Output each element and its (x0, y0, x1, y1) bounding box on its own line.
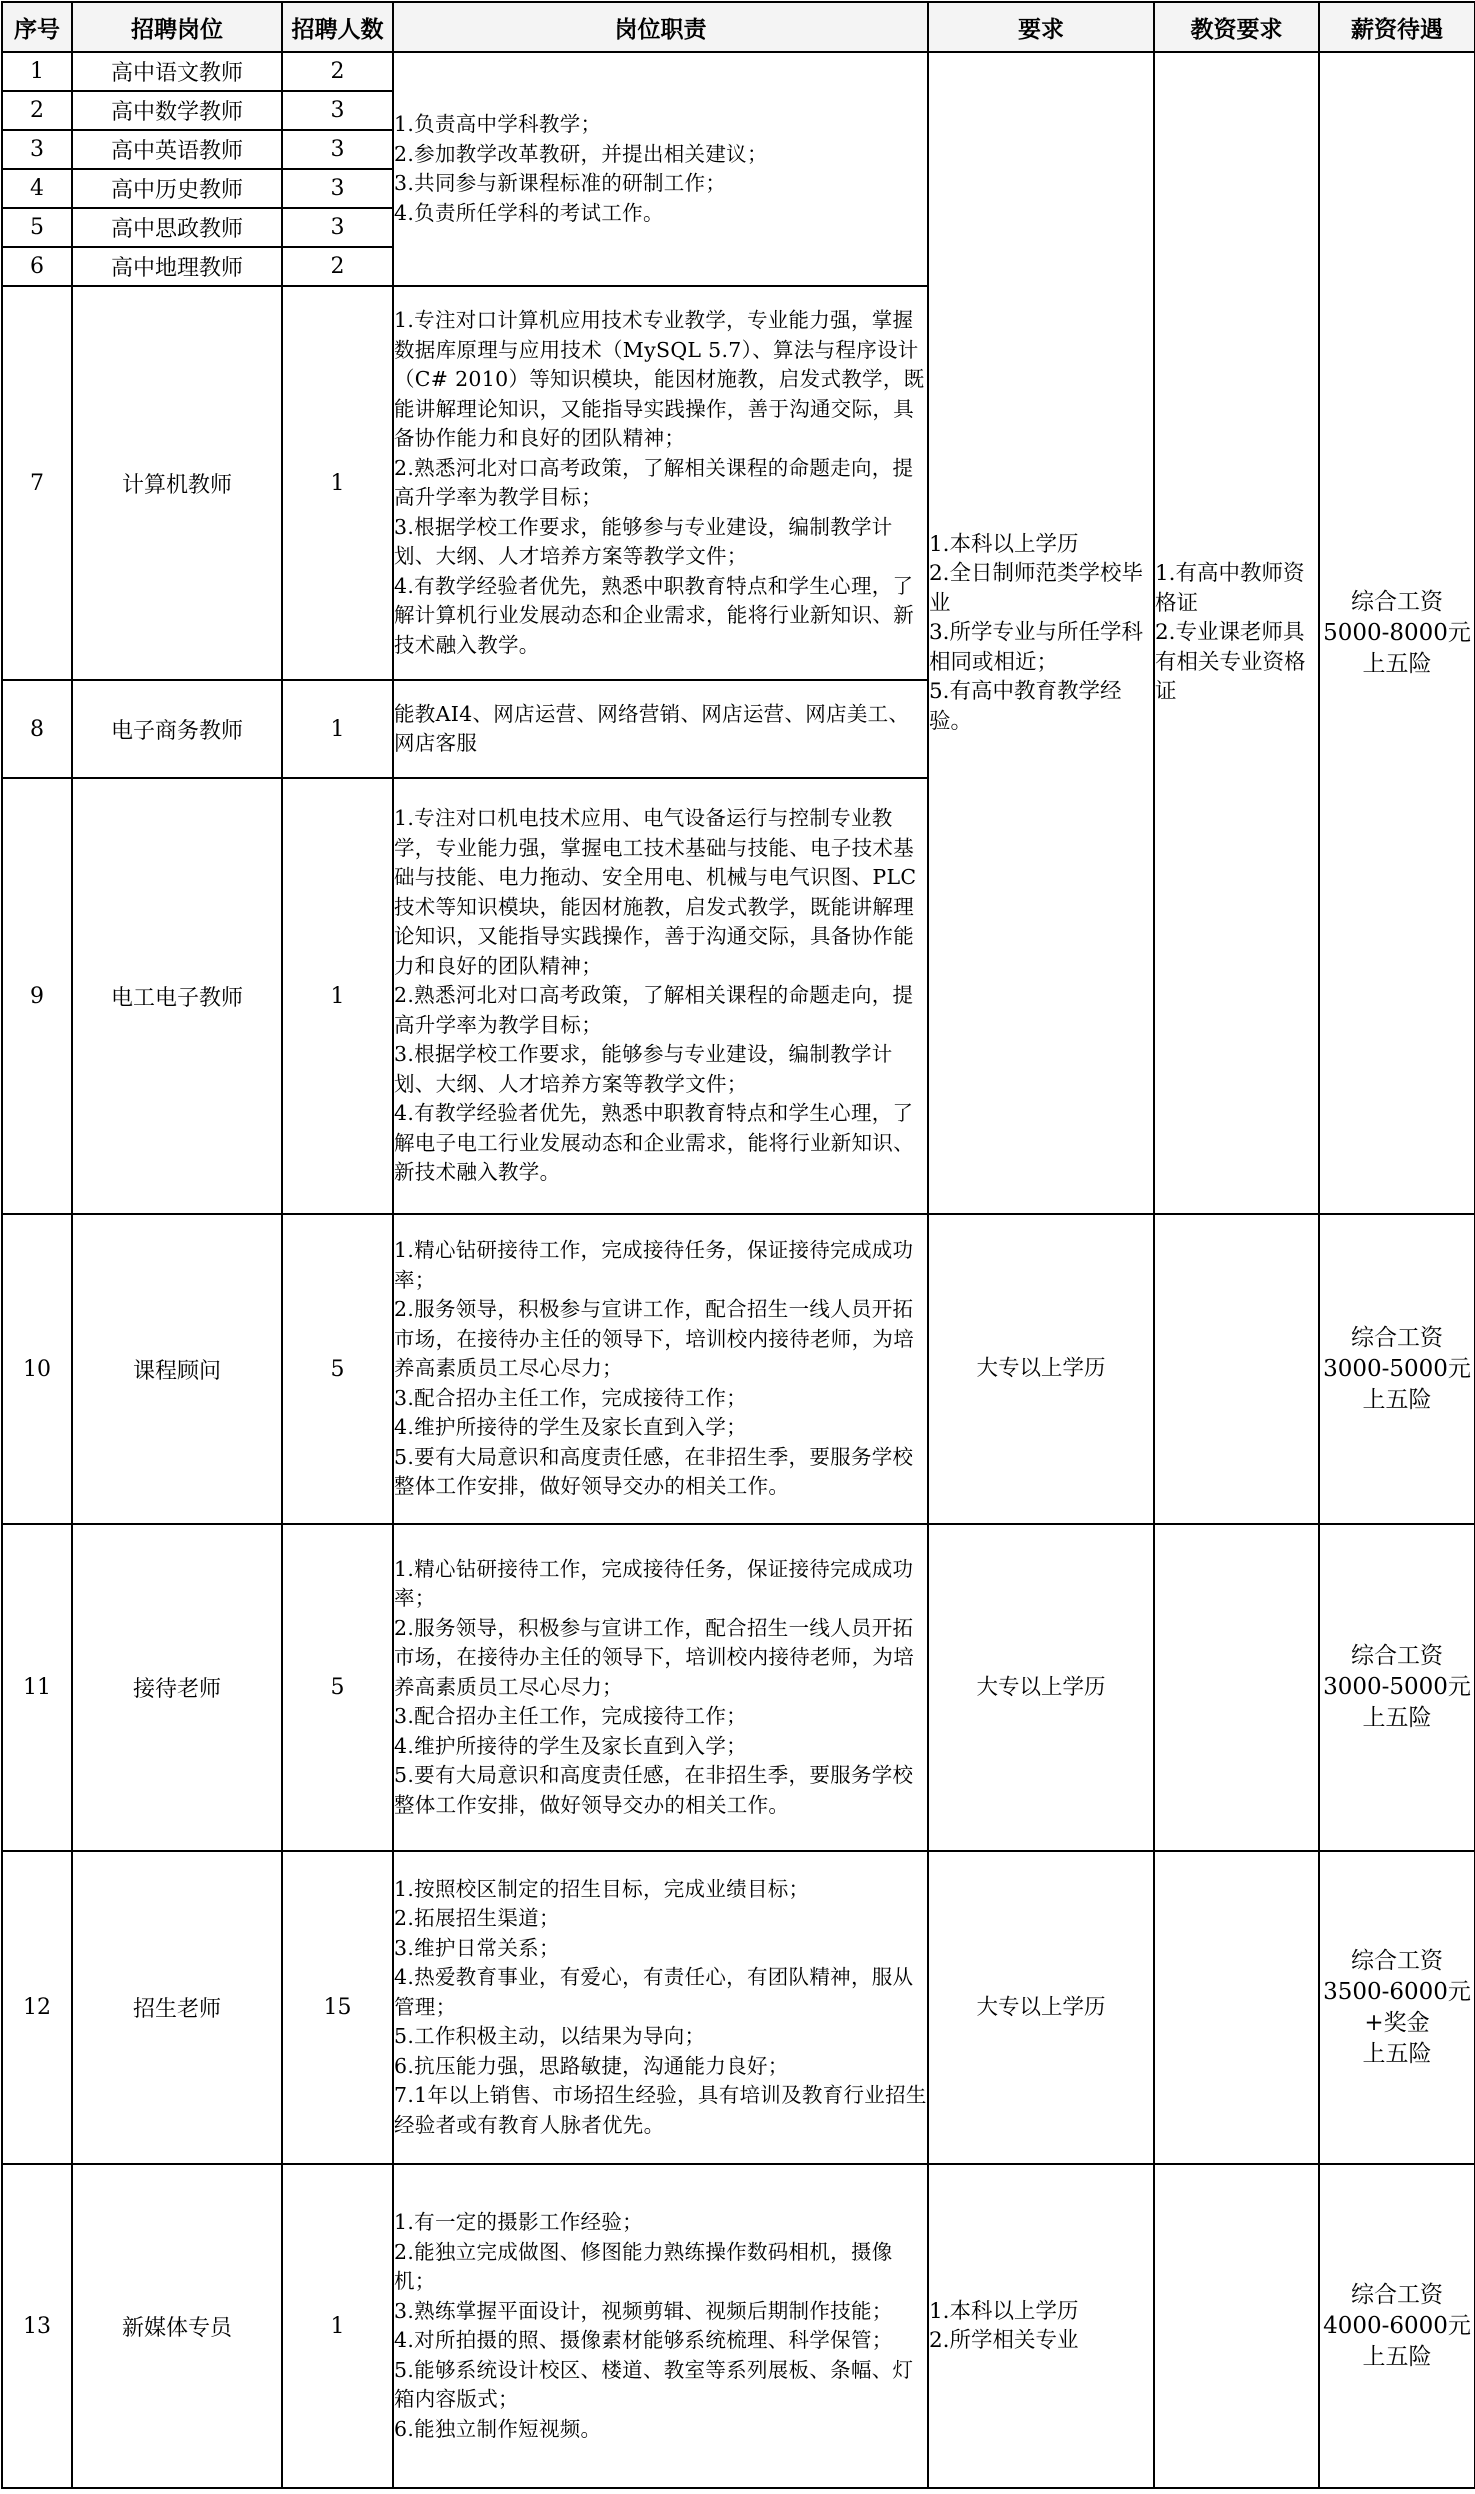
cell-position: 计算机教师 (72, 286, 282, 680)
cell-no: 6 (2, 247, 72, 286)
header-duties: 岗位职责 (393, 2, 928, 52)
header-position: 招聘岗位 (72, 2, 282, 52)
cell-cert-empty (1154, 1851, 1319, 2164)
cell-requirements-reception: 大专以上学历 (928, 1524, 1154, 1851)
cell-count: 5 (282, 1524, 393, 1851)
cell-salary-admissions: 综合工资 3500-6000元 +奖金 上五险 (1319, 1851, 1475, 2164)
cell-count: 5 (282, 1214, 393, 1524)
header-requirements: 要求 (928, 2, 1154, 52)
cell-duties-consultant: 1.精心钻研接待工作，完成接待任务，保证接待完成成功率； 2.服务领导，积极参与宣讲工作，配合招生一线人员开拓市场，在接待办主任的领导下，培训校内接待老师，为培养高素质员工尽心尽力； 3.配合招办主任工作，完成接待工作； 4.维护所接待的学生及家长直到入学； 5.要有大局意识和高度责任感，在非招生季，要服务学校整体工作安排，做好领导交办的相关工作。 (393, 1214, 928, 1524)
cell-count: 1 (282, 286, 393, 680)
cell-requirements-admissions: 大专以上学历 (928, 1851, 1154, 2164)
cell-position: 高中历史教师 (72, 169, 282, 208)
cell-cert-empty (1154, 2164, 1319, 2488)
cell-count: 2 (282, 52, 393, 91)
cell-no: 9 (2, 778, 72, 1214)
cell-salary-teachers: 综合工资 5000-8000元 上五险 (1319, 52, 1475, 1214)
cell-position: 高中数学教师 (72, 91, 282, 130)
cell-count: 1 (282, 778, 393, 1214)
cell-cert-empty (1154, 1524, 1319, 1851)
cell-requirements-media: 1.本科以上学历 2.所学相关专业 (928, 2164, 1154, 2488)
cell-count: 3 (282, 91, 393, 130)
header-row (2, 2, 1475, 52)
table-row (2, 2164, 1475, 2488)
cell-position: 课程顾问 (72, 1214, 282, 1524)
cell-count: 3 (282, 130, 393, 169)
cell-no: 4 (2, 169, 72, 208)
cell-no: 5 (2, 208, 72, 247)
cell-position: 高中英语教师 (72, 130, 282, 169)
cell-duties-computer: 1.专注对口计算机应用技术专业教学，专业能力强，掌握数据库原理与应用技术（MySQL 5.7）、算法与程序设计（C# 2010）等知识模块，能因材施教，启发式教学，既能讲解理论知识，又能指导实践操作，善于沟通交际，具备协作能力和良好的团队精神； 2.熟悉河北对口高考政策，了解相关课程的命题走向，提高升学率为教学目标； 3.根据学校工作要求，能够参与专业建设，编制教学计划、大纲、人才培养方案等教学文件； 4.有教学经验者优先，熟悉中职教育特点和学生心理，了解计算机行业发展动态和企业需求，能将行业新知识、新技术融入教学。 (393, 286, 928, 680)
cell-no: 11 (2, 1524, 72, 1851)
cell-position: 高中思政教师 (72, 208, 282, 247)
cell-position: 新媒体专员 (72, 2164, 282, 2488)
cell-no: 3 (2, 130, 72, 169)
header-no: 序号 (2, 2, 72, 52)
cell-count: 15 (282, 1851, 393, 2164)
cell-position: 高中语文教师 (72, 52, 282, 91)
cell-no: 2 (2, 91, 72, 130)
cell-position: 接待老师 (72, 1524, 282, 1851)
header-count: 招聘人数 (282, 2, 393, 52)
cell-duties-media: 1.有一定的摄影工作经验； 2.能独立完成做图、修图能力熟练操作数码相机，摄像机； 3.熟练掌握平面设计，视频剪辑、视频后期制作技能； 4.对所拍摄的照、摄像素材能够系统梳理、科学保管； 5.能够系统设计校区、楼道、教室等系列展板、条幅、灯箱内容版式； 6.能独立制作短视频。 (393, 2164, 928, 2488)
cell-requirements-teachers: 1.本科以上学历 2.全日制师范类学校毕业 3.所学专业与所任学科相同或相近； 5.有高中教育教学经验。 (928, 52, 1154, 1214)
cell-count: 1 (282, 2164, 393, 2488)
cell-position: 电工电子教师 (72, 778, 282, 1214)
table-row (2, 1524, 1475, 1851)
cell-no: 10 (2, 1214, 72, 1524)
cell-no: 13 (2, 2164, 72, 2488)
cell-duties-high-school: 1.负责高中学科教学； 2.参加教学改革教研，并提出相关建议； 3.共同参与新课程标准的研制工作； 4.负责所任学科的考试工作。 (393, 52, 928, 286)
cell-count: 1 (282, 680, 393, 778)
cell-count: 2 (282, 247, 393, 286)
recruitment-table (1, 1, 1475, 2489)
cell-position: 招生老师 (72, 1851, 282, 2164)
cell-duties-electrical: 1.专注对口机电技术应用、电气设备运行与控制专业教学，专业能力强，掌握电工技术基础与技能、电子技术基础与技能、电力拖动、安全用电、机械与电气识图、PLC技术等知识模块，能因材施教，启发式教学，既能讲解理论知识，又能指导实践操作，善于沟通交际，具备协作能力和良好的团队精神； 2.熟悉河北对口高考政策，了解相关课程的命题走向，提高升学率为教学目标； 3.根据学校工作要求，能够参与专业建设，编制教学计划、大纲、人才培养方案等教学文件； 4.有教学经验者优先，熟悉中职教育特点和学生心理，了解电子电工行业发展动态和企业需求，能将行业新知识、新技术融入教学。 (393, 778, 928, 1214)
cell-no: 8 (2, 680, 72, 778)
cell-position: 高中地理教师 (72, 247, 282, 286)
header-cert: 教资要求 (1154, 2, 1319, 52)
table-row (2, 52, 1475, 91)
cell-salary-media: 综合工资 4000-6000元 上五险 (1319, 2164, 1475, 2488)
header-salary: 薪资待遇 (1319, 2, 1475, 52)
cell-cert-teachers: 1.有高中教师资格证 2.专业课老师具有相关专业资格证 (1154, 52, 1319, 1214)
cell-cert-empty (1154, 1214, 1319, 1524)
cell-salary-consultant: 综合工资 3000-5000元 上五险 (1319, 1214, 1475, 1524)
cell-duties-admissions: 1.按照校区制定的招生目标，完成业绩目标； 2.拓展招生渠道； 3.维护日常关系； 4.热爱教育事业，有爱心，有责任心，有团队精神，服从管理； 5.工作积极主动，以结果为导向； 6.抗压能力强，思路敏捷，沟通能力良好； 7.1年以上销售、市场招生经验，具有培训及教育行业招生经验者或有教育人脉者优先。 (393, 1851, 928, 2164)
cell-no: 7 (2, 286, 72, 680)
cell-duties-reception: 1.精心钻研接待工作，完成接待任务，保证接待完成成功率； 2.服务领导，积极参与宣讲工作，配合招生一线人员开拓市场，在接待办主任的领导下，培训校内接待老师，为培养高素质员工尽心尽力； 3.配合招办主任工作，完成接待工作； 4.维护所接待的学生及家长直到入学； 5.要有大局意识和高度责任感，在非招生季，要服务学校整体工作安排，做好领导交办的相关工作。 (393, 1524, 928, 1851)
cell-duties-ecommerce: 能教AI4、网店运营、网络营销、网店运营、网店美工、网店客服 (393, 680, 928, 778)
cell-count: 3 (282, 169, 393, 208)
table-row (2, 1214, 1475, 1524)
cell-salary-reception: 综合工资 3000-5000元 上五险 (1319, 1524, 1475, 1851)
cell-no: 1 (2, 52, 72, 91)
cell-requirements-consultant: 大专以上学历 (928, 1214, 1154, 1524)
table-row (2, 1851, 1475, 2164)
cell-count: 3 (282, 208, 393, 247)
cell-no: 12 (2, 1851, 72, 2164)
cell-position: 电子商务教师 (72, 680, 282, 778)
